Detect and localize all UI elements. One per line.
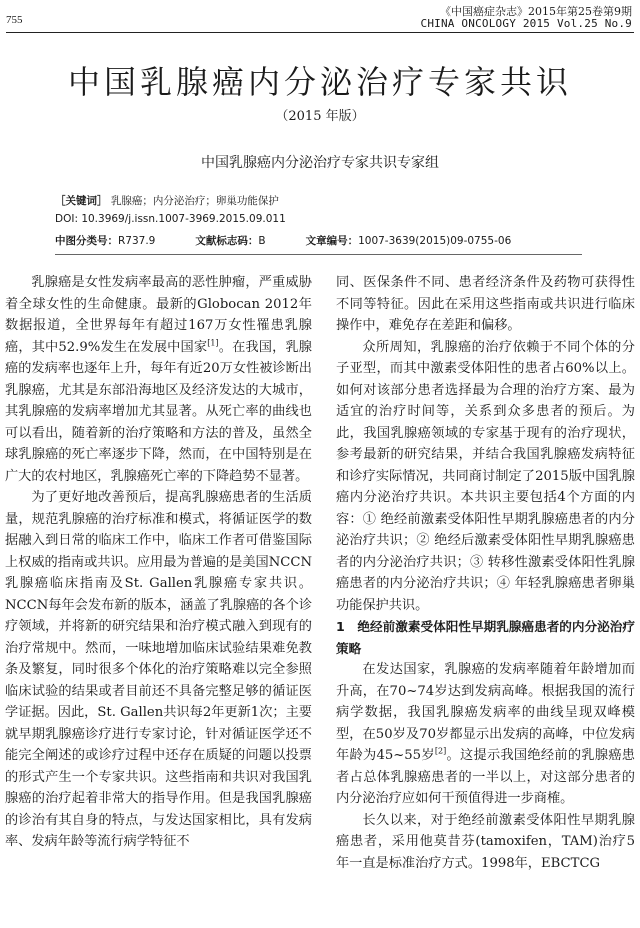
classification-line bbox=[55, 233, 511, 248]
author-group: 中国乳腺癌内分泌治疗专家共识专家组 bbox=[201, 155, 439, 171]
body-column-right bbox=[336, 272, 635, 874]
journal-name-en: CHINA ONCOLOGY 2015 Vol.25 No.9 bbox=[420, 17, 632, 30]
article-subtitle: （2015 年版） bbox=[275, 109, 365, 124]
keywords-line bbox=[55, 193, 279, 208]
paragraph: 长久以来，对于绝经前激素受体阳性早期乳腺癌患者，采用他莫昔芬(tamoxifen，TAM)治疗5年一直是标准治疗方式。1998年，EBCTCG bbox=[336, 812, 635, 871]
article-no-label: 文章编号： bbox=[305, 235, 359, 247]
doi: DOI: 10.3969/j.issn.1007-3969.2015.09.011 bbox=[55, 213, 286, 225]
reference-2[interactable]: [2] bbox=[434, 746, 447, 756]
paragraph: 在发达国家，乳腺癌的发病率随着年龄增加而升高，在70~74岁达到发病高峰。根据我国的流行病学数据，我国乳腺癌发病率的曲线呈现双峰模型，在50岁及70岁都显示出发病的高峰，中位发病年龄为45~55岁[2]。这提示我国绝经前的乳腺癌患者占总体乳腺癌患者的一半以上，对这部分患者的内分泌治疗应如何干预值得进一步商榷。 bbox=[336, 662, 635, 806]
paragraph: 乳腺癌是女性发病率最高的恶性肿瘤，严重威胁着全球女性的生命健康。最新的Globocan 2012年数据报道，全世界每年有超过167万女性罹患乳腺癌，其中52.9%发生在发展中国家[1]。在我国，乳腺癌的发病率也逐年上升，每年有近20万女性被诊断出乳腺癌，尤其是东部沿海地区及经济发达的大城市，其乳腺癌的发病率增加尤其显著。从死亡率的曲线也可以看出，随着新的治疗策略和方法的普及，虽然全球乳腺癌的死亡率逐步下降，然而，在中国特别是在广大的农村地区，乳腺癌死亡率的下降趋势不显著。 bbox=[5, 275, 312, 484]
header-rule bbox=[6, 32, 634, 33]
clc-value: R737.9 bbox=[118, 235, 156, 247]
body-column-left bbox=[5, 272, 312, 853]
keywords-label: ［关键词］ bbox=[55, 195, 108, 207]
paragraph: 众所周知，乳腺癌的治疗依赖于不同个体的分子亚型，而其中激素受体阳性的患者占60%以上。如何对该部分患者选择最为合理的治疗方案、最为适宜的治疗时间等，关系到众多患者的预后。为此，我国乳腺癌领域的专家基于现有的治疗现状，参考最新的研究结果，并结合我国乳腺癌发病特征和诊疗实际情况，共同商讨制定了2015版中国乳腺癌内分泌治疗共识。本共识主要包括4个方面的内容：① 绝经前激素受体阳性早期乳腺癌患者的内分泌治疗共识；② 绝经后激素受体阳性早期乳腺癌患者的内分泌治疗共识；③ 转移性激素受体阳性乳腺癌患者的内分泌治疗共识；④ 年轻乳腺癌患者卵巢功能保护共识。 bbox=[336, 339, 635, 613]
reference-1[interactable]: [1] bbox=[207, 338, 219, 348]
meta-divider bbox=[55, 254, 582, 255]
article-title: 中国乳腺癌内分泌治疗专家共识 bbox=[67, 63, 572, 101]
paragraph-continued: 同、医保条件不同、患者经济条件及药物可获得性不同等特征。因此在采用这些指南或共识进行临床操作中，难免存在差距和偏移。 bbox=[336, 275, 635, 333]
clc-label: 中图分类号： bbox=[55, 235, 118, 247]
paragraph: 为了更好地改善预后，提高乳腺癌患者的生活质量，规范乳腺癌的治疗标准和模式，将循证医学的数据融入到日常的临床工作中，临床工作者可借鉴国际上权威的指南或共识。应用最为普遍的是美国NCCN乳腺癌临床指南及St. Gallen乳腺癌专家共识。NCCN每年会发布新的版本，涵盖了乳腺癌的各个诊疗领域，并将新的研究结果和治疗模式融入到现有的治疗常规中。然而，一味地增加临床试验结果难免教条及繁复，同时很多个体化的治疗策略难以完全参照临床试验的结果或者目前还不具备完整足够的循证医学证据。因此，St. Gallen共识每2年更新1次；主要就早期乳腺癌诊疗进行专家讨论，针对循证医学还不能完全阐述的或诊疗过程中还存在质疑的问题以投票的形式产生一个专家共识。这些指南和共识对我国乳腺癌的治疗起着非常大的指导作用。但是我国乳腺癌的诊治有其自身的特点，与发达国家相比，具有发病率、发病年龄等流行病学特征不 bbox=[5, 490, 313, 849]
doc-code-value: B bbox=[258, 235, 266, 247]
journal-name-cn: 《中国癌症杂志》2015年第25卷第9期 bbox=[440, 5, 632, 18]
keywords: 乳腺癌；内分泌治疗；卵巢功能保护 bbox=[110, 195, 279, 207]
doc-code-label: 文献标志码： bbox=[195, 235, 259, 247]
article-no-value: 1007-3639(2015)09-0755-06 bbox=[358, 235, 512, 247]
page-number: 755 bbox=[6, 14, 23, 26]
section-heading-1: 1 绝经前激素受体阳性早期乳腺癌患者的内分泌治疗策略 bbox=[336, 619, 635, 656]
